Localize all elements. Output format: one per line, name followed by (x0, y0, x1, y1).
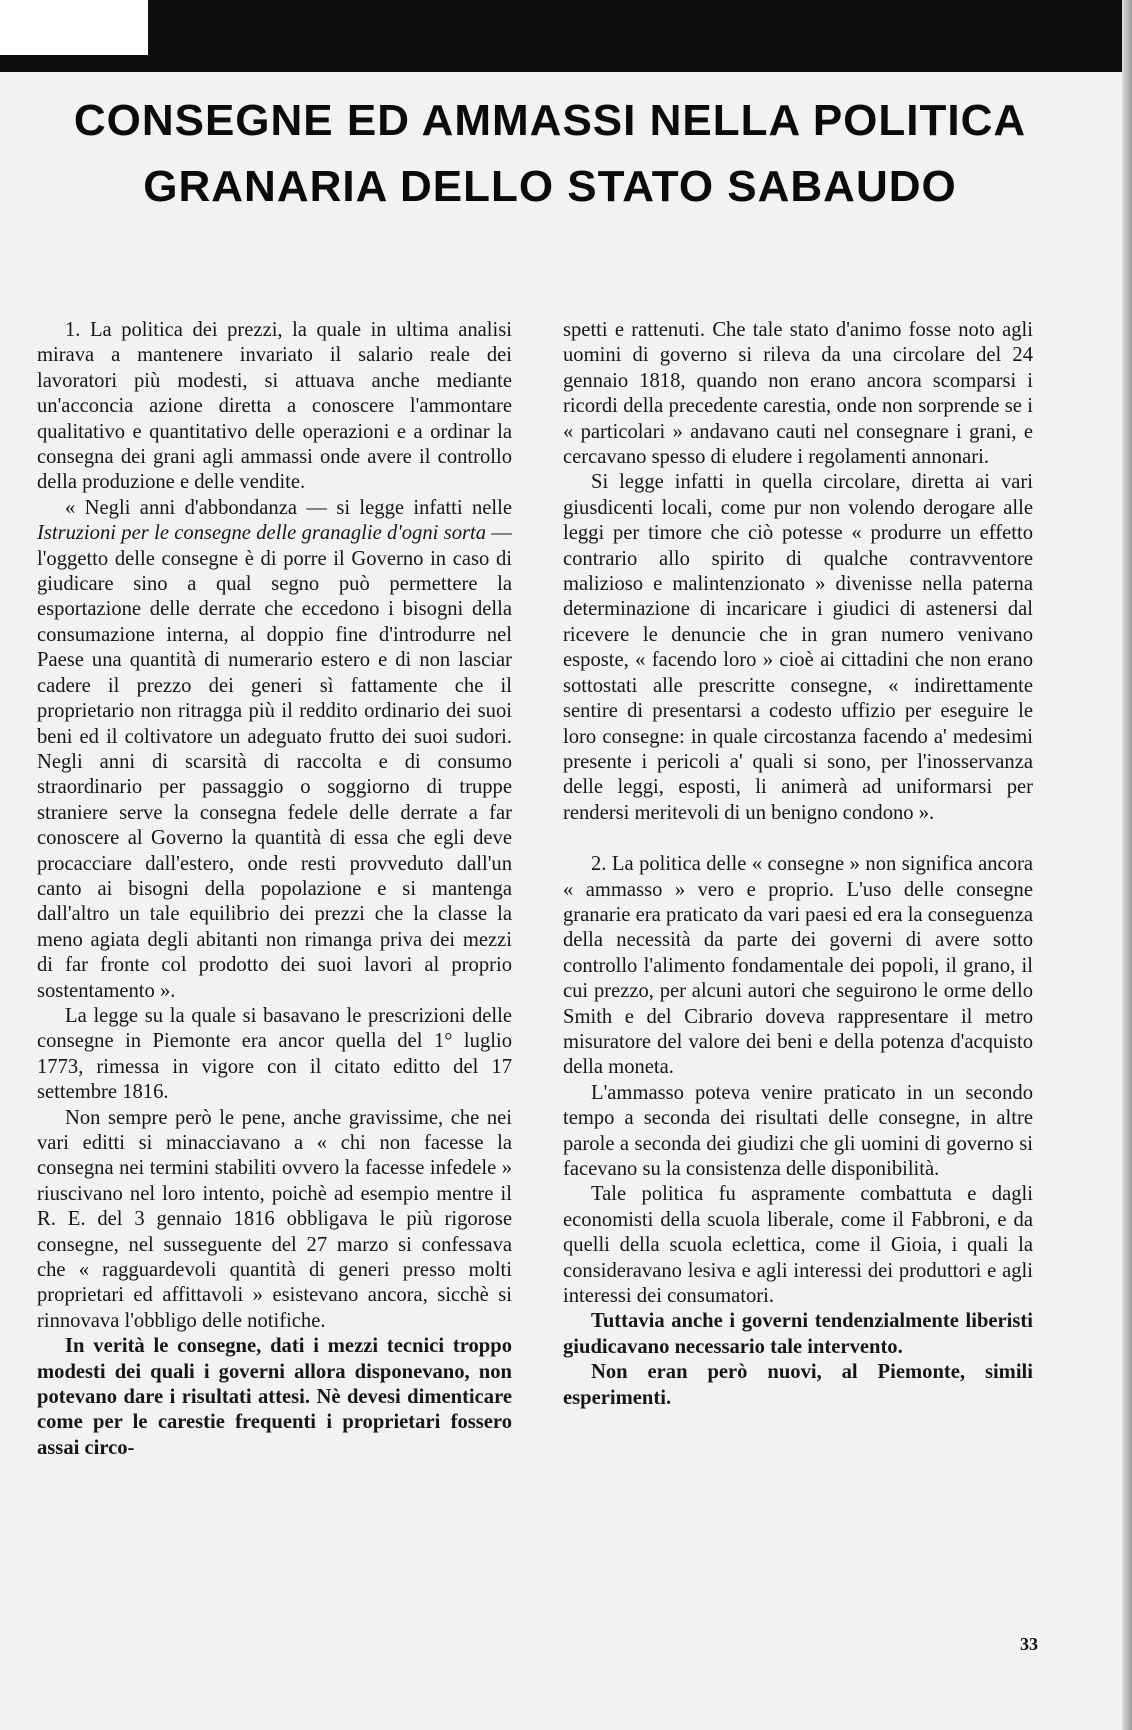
right-paragraph-5: Tale politica fu aspramente combattuta e dagli economisti della scuola liberale, come il Fabbroni, e da quelli della scuola eclettica, come il Gioia, i quali la consideravano lesiva e agli interessi dei produttori e agli interessi dei consumatori. (563, 1183, 1033, 1308)
right-paragraph-7: Non eran però nuovi, al Piemonte, simili esperimenti. (563, 1361, 1033, 1409)
left-paragraph-2-rest: — l'oggetto delle consegne è di porre il Governo in caso di giudicare sino a qual segno può permettere la esportazione delle derrate che eccedono i bisogni della consumazione interna, al doppio fine d'introdurre nel Paese una quantità di numerario estero e di non lasciar cadere il prezzo dei generi sì fattamente che il proprietario non ritragga più il reddito ordinario dei suoi beni ed il coltivatore un adeguato frutto dei suoi sudori. Negli anni di scarsità di raccolta e di consumo straordinario per passaggio o soggiorno di truppe straniere serve la consegna fedele delle derrate a far conoscere al Governo la quantità di essa che egli deve procacciare dall'estero, onde resti provveduto dall'un canto ai bisogni della popolazione e si mantenga dall'altro un tale equilibrio dei prezzi che la classe la meno agiata degli abitanti non rimanga priva dei mezzi di far fronte col prodotto dei suoi lavori al proprio sostentamento ». (37, 522, 512, 1002)
right-paragraph-6: Tuttavia anche i governi tendenzialmente liberisti giudicavano necessario tale intervento. (563, 1310, 1033, 1358)
left-paragraph-4: Non sempre però le pene, anche gravissime, che nei vari editti si minacciavano a « chi non facesse la consegna nei termini stabiliti ovvero la facesse infedele » riuscivano nel loro intento, poichè ad esempio mentre il R. E. del 3 gennaio 1816 obbligava le più rigorose consegne, nel susseguente del 27 marzo si confessava che « ragguardevoli quantità di generi presso molti proprietari ed affittavoli » esistevano ancora, sicchè si rinnovava l'obbligo delle notifiche. (37, 1106, 512, 1332)
left-paragraph-3: La legge su la quale si basavano le prescrizioni delle consegne in Piemonte era ancor quella del 1° luglio 1773, rimessa in vigore con il citato editto del 17 settembre 1816. (37, 1004, 512, 1104)
title-line-2: GRANARIA DELLO STATO SABAUDO (143, 162, 957, 211)
right-paragraph-2: Si legge infatti in quella circolare, diretta ai vari giusdicenti locali, come pur non volendo derogare alle leggi per timore che ciò potesse « produrre un effetto contrario allo spirito di qualche contravventore malizioso e malintenzionato » divenisse nella paterna determinazione di incaricare i giudici di astenersi dal ricevere le denuncie che in gran numero venivano esposte, « facendo loro » cioè ai cittadini che non erano sottostati alle prescritte consegne, « indirettamente sentire di presentarsi a codesto uffizio per eseguire le loro consegne: in quale circostanza facendo a' medesimi presente i pericoli a' quali si sono, per l'inosservanza delle leggi, esposti, li animerà ad uniformarsi per rendersi meritevoli di un benigno condono ». (563, 471, 1033, 824)
left-paragraph-2 (37, 496, 512, 1004)
right-paragraph-1: spetti e rattenuti. Che tale stato d'animo fosse noto agli uomini di governo si rileva da una circolare del 24 gennaio 1818, quando non erano ancora scomparsi i ricordi della precedente carestia, onde non sorprende se i « particolari » andavano cauti nel consegnare i grani, e cercavano spesso di eludere i regolamenti annonari. (563, 319, 1033, 469)
left-column (37, 318, 512, 1461)
left-paragraph-2-start: « Negli anni d'abbondanza — si legge infatti nelle (65, 496, 512, 519)
left-paragraph-5: In verità le consegne, dati i mezzi tecnici troppo modesti dei quali i governi allora disponevano, non potevano dare i risultati attesi. Nè devesi dimenticare come per le carestie frequenti i proprietari fossero assai circo- (37, 1335, 512, 1459)
page-right-shadow (1122, 0, 1132, 1730)
right-paragraph-4: L'ammasso poteva venire praticato in un secondo tempo a seconda dei risultati delle consegne, in altre parole a seconda dei giudizi che gli uomini di governo si facevano su la consistenza delle disponibilità. (563, 1081, 1033, 1180)
right-paragraph-3: 2. La politica delle « consegne » non significa ancora « ammasso » vero e proprio. L'uso delle consegne granarie era praticato da vari paesi ed era la conseguenza della necessità da parte dei governi di avere sotto controllo l'alimento fondamentale dei popoli, il grano, il cui prezzo, per alcuni autori che seguirono le orme dello Smith e del Cibrario doveva rappresentare il metro misuratore del valore dei beni e della potenza d'acquisto della moneta. (563, 853, 1033, 1079)
left-paragraph-1: 1. La politica dei prezzi, la quale in ultima analisi mirava a mantenere invariato il salario reale dei lavoratori più modesti, si attuava anche mediante un'acconcia azione diretta a conoscere l'ammontare qualitativo e quantitativo delle operazioni e a ordinar la consegna dei grani agli ammassi onde avere il controllo della produzione e delle vendite. (37, 319, 512, 494)
article-title (20, 88, 1080, 220)
page-number: 33 (1020, 1634, 1038, 1654)
top-white-notch (0, 0, 148, 55)
title-line-1: CONSEGNE ED AMMASSI NELLA POLITICA (73, 96, 1027, 145)
right-column (563, 318, 1033, 1411)
top-black-band (0, 0, 1132, 72)
istruzioni-title: Istruzioni per le consegne delle granaglie d'ogni sorta (37, 522, 487, 545)
